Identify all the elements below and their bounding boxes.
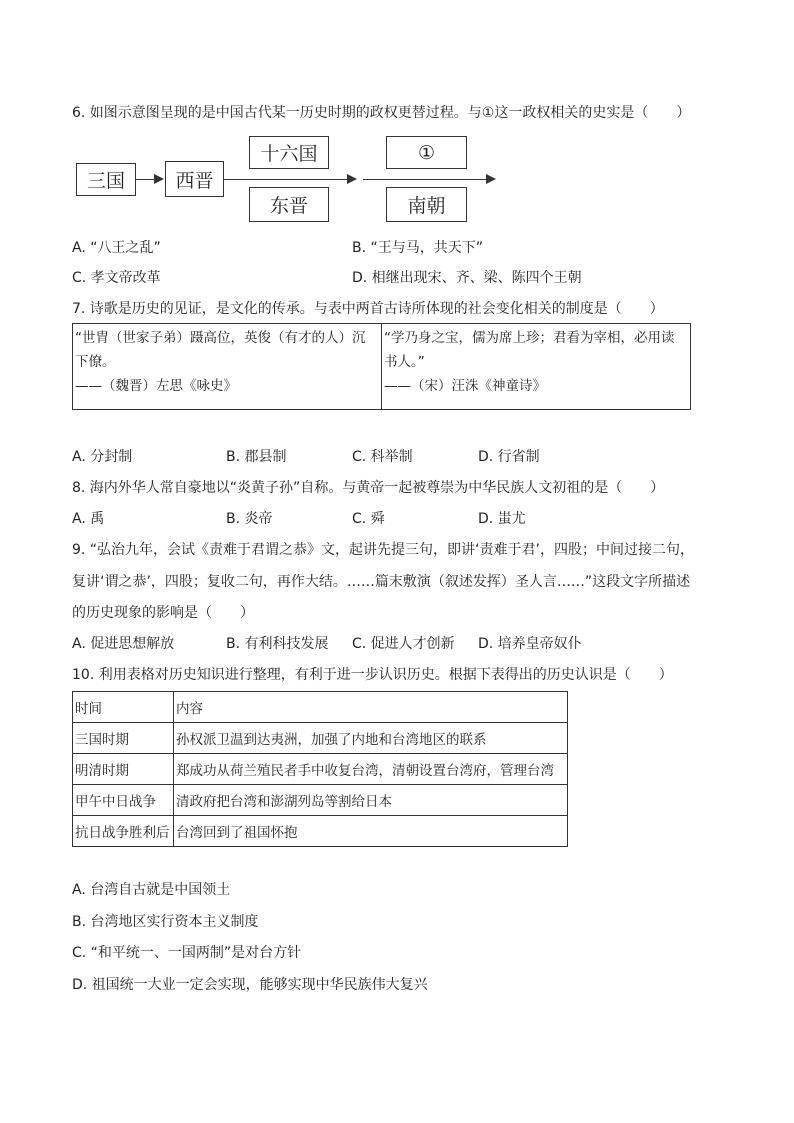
table-row [73,754,568,785]
table-cell-content: 台湾回到了祖国怀抱 [174,816,568,847]
q7-option-a[interactable]: A. 分封制 [72,449,133,465]
q10-taiwan-table [72,691,568,847]
table-header-row [73,692,568,723]
q7-left-line2: 下僚。 [75,354,116,370]
q7-stem: 7. 诗歌是历史的见证，是文化的传承。与表中两首古诗所体现的社会变化相关的制度是（ ） [72,301,664,317]
q6-option-d[interactable]: D. 相继出现宋、齐、梁、陈四个王朝 [352,270,582,286]
q8-stem: 8. 海内外华人常自豪地以“炎黄子孙”自称。与黄帝一起被尊崇为中华民族人文初祖的是（ ） [72,480,665,496]
q7-option-b[interactable]: B. 郡县制 [226,449,287,465]
q8-option-a[interactable]: A. 禹 [72,511,105,527]
diagram-box-sanguo: 三国 [76,163,136,196]
q9-option-c[interactable]: C. 促进人才创新 [352,636,455,652]
q7-left-line1: “世胄（世家子弟）蹑高位，英俊（有才的人）沉 [75,330,366,346]
q7-right-cell [382,324,691,410]
q10-option-c[interactable]: C. “和平统一、一国两制”是对台方针 [72,945,302,961]
q9-option-b[interactable]: B. 有利科技发展 [226,636,329,652]
table-header-time: 时间 [73,692,174,723]
diagram-arrow-2 [224,179,348,180]
diagram-box-nanchao: 南朝 [386,187,467,222]
table-row [73,723,568,754]
q9-option-a[interactable]: A. 促进思想解放 [72,636,175,652]
q8-option-d[interactable]: D. 蚩尤 [478,511,526,527]
diagram-arrow-1 [136,179,155,180]
diagram-box-dongjin: 东晋 [249,187,329,222]
table-cell-time: 甲午中日战争 [73,785,174,816]
table-cell-content: 郑成功从荷兰殖民者手中收复台湾，清朝设置台湾府，管理台湾 [174,754,568,785]
diagram-arrow-3 [363,179,487,180]
q7-right-line1: “学乃身之宝，儒为席上珍；君看为宰相，必用读 [384,330,675,346]
diagram-arrowhead-2 [347,174,357,184]
q9-line1: 9. “弘治九年，会试《责难于君谓之恭》文，起讲先提三句，即讲‘责难于君’，四股；中间过接二句， [72,542,694,558]
q7-right-line3: ——（宋）汪洙《神童诗》 [384,378,546,394]
table-cell-time: 抗日战争胜利后 [73,816,174,847]
q9-option-d[interactable]: D. 培养皇帝奴仆 [478,636,582,652]
q8-option-b[interactable]: B. 炎帝 [226,511,273,527]
table-row [73,816,568,847]
q9-line3: 的历史现象的影响是（ ） [72,605,254,621]
q7-option-c[interactable]: C. 科举制 [352,449,413,465]
diagram-arrowhead-1 [154,174,164,184]
table-cell-content: 清政府把台湾和澎湖列岛等割给日本 [174,785,568,816]
q10-stem: 10. 利用表格对历史知识进行整理，有利于进一步认识历史。根据下表得出的历史认识是（ ） [72,667,673,683]
q9-line2: 复讲‘谓之恭’，四股；复收二句，再作大结。……篇末敷演（叙述发挥）圣人言……”这段文字所描述 [72,574,691,590]
q7-left-line3: ——（魏晋）左思《咏史》 [75,378,237,394]
q8-option-c[interactable]: C. 舜 [352,511,385,527]
q7-right-line2: 书人。” [384,354,425,370]
table-header-content: 内容 [174,692,568,723]
q7-poem-table [72,323,691,410]
q7-left-cell [73,324,382,410]
q6-option-b[interactable]: B. “王与马，共天下” [352,240,484,256]
diagram-box-xijin: 西晋 [165,161,224,197]
table-cell-time: 三国时期 [73,723,174,754]
q6-option-a[interactable]: A. “八王之乱” [72,240,161,256]
q6-option-c[interactable]: C. 孝文帝改革 [72,270,161,286]
diagram-box-regime-1: ① [386,136,467,169]
q7-option-d[interactable]: D. 行省制 [478,449,540,465]
q10-option-a[interactable]: A. 台湾自古就是中国领土 [72,882,231,898]
table-cell-content: 孙权派卫温到达夷洲，加强了内地和台湾地区的联系 [174,723,568,754]
diagram-arrowhead-3 [486,174,496,184]
table-row [73,785,568,816]
q6-stem: 6. 如图示意图呈现的是中国古代某一历史时期的政权更替过程。与①这一政权相关的史实是（ ） [72,105,691,121]
q10-option-b[interactable]: B. 台湾地区实行资本主义制度 [72,914,259,930]
diagram-box-shiliuguo: 十六国 [249,136,329,169]
table-cell-time: 明清时期 [73,754,174,785]
q10-option-d[interactable]: D. 祖国统一大业一定会实现，能够实现中华民族伟大复兴 [72,977,428,993]
